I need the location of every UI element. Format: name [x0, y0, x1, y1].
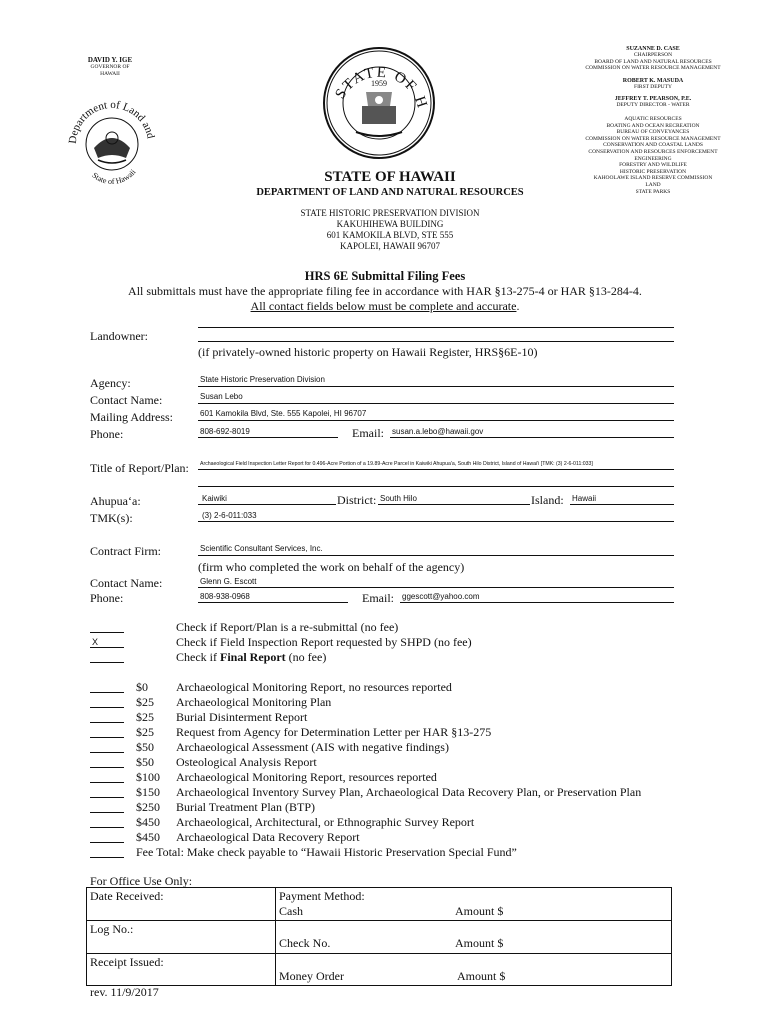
state-seal-icon [320, 44, 438, 162]
division-item: LAND [645, 181, 661, 188]
fee-amount: $450 [136, 815, 160, 829]
dept-seal [62, 92, 162, 192]
phone-underline [198, 437, 338, 438]
deputy2-name: JEFFREY T. PEARSON, P.E. [614, 96, 692, 103]
fee-desc: Burial Treatment Plan (BTP) [176, 800, 315, 814]
fee-total-blank[interactable] [90, 857, 124, 858]
ahupuaa-field[interactable]: Kaiwiki [202, 494, 227, 503]
fee-amount: $50 [136, 740, 154, 754]
check-blank[interactable] [90, 637, 124, 648]
division-item: COMMISSION ON WATER RESOURCE MANAGEMENT [585, 135, 721, 142]
money-order-amount-label: Amount $ [457, 969, 506, 983]
fee-amount: $250 [136, 800, 160, 814]
tmk-label: TMK(s): [90, 511, 133, 525]
agency-label: Agency: [90, 376, 131, 390]
report-title-label: Title of Report/Plan: [90, 461, 189, 475]
fee-blank[interactable] [90, 782, 124, 783]
fee-desc: Archaeological Assessment (AIS with negative findings) [176, 740, 449, 754]
division-item: STATE PARKS [635, 188, 671, 195]
fee-desc: Archaeological Inventory Survey Plan, Archaeological Data Recovery Plan, or Preservation Plan [176, 785, 642, 799]
firm-phone-label: Phone: [90, 591, 124, 605]
fee-blank[interactable] [90, 737, 124, 738]
fee-blank[interactable] [90, 752, 124, 753]
fee-amount: $50 [136, 755, 154, 769]
fee-desc: Archaeological, Architectural, or Ethnographic Survey Report [176, 815, 475, 829]
fee-row[interactable] [90, 800, 710, 815]
fee-amount: $100 [136, 770, 160, 784]
division-item: ENGINEERING [634, 155, 672, 162]
check-text: Check if Field Inspection Report requested by SHPD (no fee) [176, 635, 472, 649]
fee-row[interactable] [90, 680, 710, 695]
email-underline [390, 437, 674, 438]
fee-amount: $25 [136, 725, 154, 739]
payment-method-cell[interactable] [276, 888, 672, 921]
fee-amount: $150 [136, 785, 160, 799]
firm-email-label: Email: [362, 591, 394, 605]
dept-seal-bottom: State of Hawaii [90, 167, 138, 187]
landowner-line-1[interactable] [198, 327, 674, 328]
form-notice: All contact fields below must be complete and accurate [250, 299, 517, 313]
date-received-cell[interactable] [87, 888, 276, 921]
fee-amount: $25 [136, 710, 154, 724]
firm-contact-label: Contact Name: [90, 576, 163, 590]
fee-desc: Archaeological Monitoring Plan [176, 695, 332, 709]
fee-desc: Osteological Analysis Report [176, 755, 317, 769]
fee-desc: Archaeological Monitoring Report, resources reported [176, 770, 437, 784]
fee-blank[interactable] [90, 827, 124, 828]
contact-name-underline [198, 403, 674, 404]
landowner-line-2[interactable] [198, 341, 674, 342]
cash-amount-label: Amount $ [455, 904, 504, 918]
district-label: District: [337, 493, 377, 507]
chair-line-3: COMMISSION ON WATER RESOURCE MANAGEMENT [585, 65, 721, 72]
report-title-field[interactable]: Archaeological Field Inspection Letter Report for 0.496-Acre Portion of a 19.89-Acre Parcel in Kaiwiki Ahupua'a, South Hilo District, Island of Hawai'i [TMK: (3) 2-6-011:033] [200, 461, 593, 467]
agency-field[interactable]: State Historic Preservation Division [200, 375, 325, 384]
fee-desc: Burial Disinterment Report [176, 710, 308, 724]
money-order-cell[interactable] [276, 954, 672, 986]
check-no-cell[interactable] [276, 921, 672, 954]
deputy2-title: DEPUTY DIRECTOR - WATER [616, 102, 690, 109]
island-underline [570, 504, 674, 505]
contact-name-field[interactable]: Susan Lebo [200, 392, 243, 401]
form-subtitle: All submittals must have the appropriate filing fee in accordance with HAR §13-275-4 or HAR §13-284-4. [128, 284, 642, 298]
governor-block [70, 56, 150, 77]
fee-blank[interactable] [90, 707, 124, 708]
division-item: BUREAU OF CONVEYANCES [616, 129, 690, 136]
form-heading [60, 269, 710, 314]
division-item: BOATING AND OCEAN RECREATION [606, 122, 700, 129]
fee-row[interactable] [90, 740, 710, 755]
receipt-issued-cell[interactable] [87, 954, 276, 986]
fee-total-text: Fee Total: Make check payable to “Hawaii Historic Preservation Special Fund” [136, 845, 517, 859]
district-underline [378, 504, 530, 505]
address-line-3: 601 KAMOKILA BLVD, STE 555 [326, 230, 454, 240]
phone-field[interactable]: 808-692-8019 [200, 427, 250, 436]
log-no-label: Log No.: [90, 922, 134, 936]
fee-blank[interactable] [90, 812, 124, 813]
date-received-label: Date Received: [90, 889, 164, 903]
check-mark: X [92, 637, 99, 647]
dept-seal-icon [62, 92, 162, 192]
chair-line-2: BOARD OF LAND AND NATURAL RESOURCES [594, 58, 712, 65]
fee-amount: $450 [136, 830, 160, 844]
contract-firm-note: (firm who completed the work on behalf of the agency) [198, 560, 465, 574]
check-resubmittal[interactable] [90, 620, 710, 635]
landowner-note: (if privately-owned historic property on Hawaii Register, HRS§6E-10) [198, 345, 538, 359]
receipt-issued-label: Receipt Issued: [90, 955, 164, 969]
fee-row[interactable] [90, 725, 710, 740]
fee-row[interactable] [90, 815, 710, 830]
division-item: HISTORIC PRESERVATION [619, 168, 687, 175]
report-title-underline-2 [198, 486, 674, 487]
deputy1-name: ROBERT K. MASUDA [622, 77, 684, 84]
island-label: Island: [531, 493, 564, 507]
check-text: Check if Report/Plan is a re-submittal (no fee) [176, 620, 399, 634]
fee-blank[interactable] [90, 767, 124, 768]
check-final-report[interactable] [90, 650, 710, 665]
check-blank[interactable] [90, 662, 124, 663]
firm-phone-field[interactable]: 808-938-0968 [200, 592, 250, 601]
island-field[interactable]: Hawaii [572, 494, 597, 503]
mailing-address-underline [198, 420, 674, 421]
mailing-address-label: Mailing Address: [90, 410, 173, 424]
contract-firm-label: Contract Firm: [90, 544, 161, 558]
fee-blank[interactable] [90, 842, 124, 843]
office-use-heading: For Office Use Only: [90, 874, 193, 888]
fee-total-row[interactable] [90, 845, 710, 860]
form-title: HRS 6E Submittal Filing Fees [304, 269, 466, 283]
fee-desc: Archaeological Data Recovery Report [176, 830, 360, 844]
tmk-underline [198, 521, 674, 522]
chair-name: SUZANNE D. CASE [626, 46, 680, 52]
division-item: CONSERVATION AND COASTAL LANDS [603, 142, 703, 149]
contact-name-label: Contact Name: [90, 393, 163, 407]
firm-contact-underline [198, 587, 674, 588]
address-line-2: KAKUHIHEWA BUILDING [336, 219, 444, 229]
check-blank[interactable] [90, 632, 124, 633]
deputy1-title: FIRST DEPUTY [634, 83, 672, 90]
office-use-table [86, 887, 672, 986]
money-order-label: Money Order [279, 969, 344, 983]
officials-column [578, 46, 728, 195]
tmk-field[interactable]: (3) 2-6-011:033 [202, 511, 257, 520]
division-item: KAHOOLAWE ISLAND RESERVE COMMISSION [593, 175, 713, 182]
revision-date: rev. 11/9/2017 [90, 985, 159, 999]
district-field[interactable]: South Hilo [380, 494, 417, 503]
fee-desc: Archaeological Monitoring Report, no resources reported [176, 680, 452, 694]
division-item: CONSERVATION AND RESOURCES ENFORCEMENT [588, 148, 718, 155]
firm-email-underline [400, 602, 674, 603]
email-label: Email: [352, 426, 384, 440]
check-text [176, 650, 326, 665]
fee-blank[interactable] [90, 797, 124, 798]
check-text-post: (no fee) [285, 650, 327, 664]
firm-contact-field[interactable]: Glenn G. Escott [200, 577, 257, 586]
fee-row[interactable] [90, 770, 710, 785]
cash-label: Cash [279, 904, 303, 918]
form-notice-period: . [516, 299, 520, 313]
phone-label: Phone: [90, 427, 124, 441]
governor-title-1: GOVERNOR OF [90, 64, 130, 70]
agency-underline [198, 386, 674, 387]
payment-method-label: Payment Method: [279, 889, 365, 903]
fee-desc: Request from Agency for Determination Letter per HAR §13-275 [176, 725, 492, 739]
firm-phone-underline [198, 602, 348, 603]
mailing-address-field[interactable]: 601 Kamokila Blvd, Ste. 555 Kapolei, HI 96707 [200, 409, 367, 418]
header-state: STATE OF HAWAII [324, 169, 456, 185]
governor-title-2: HAWAII [100, 70, 120, 77]
fee-amount: $0 [136, 680, 148, 694]
check-text-pre: Check if [176, 650, 220, 664]
state-seal-text: STATE OF H [332, 64, 431, 112]
division-item: AQUATIC RESOURCES [624, 115, 682, 122]
report-title-underline-1 [198, 469, 674, 470]
fee-row[interactable] [90, 710, 710, 725]
state-seal [320, 44, 438, 162]
fee-amount: $25 [136, 695, 154, 709]
divisions-list [578, 116, 728, 195]
check-field-inspection[interactable] [90, 635, 710, 650]
ahupuaa-label: Ahupua‘a: [90, 494, 141, 508]
ahupuaa-underline [198, 504, 336, 505]
log-no-cell[interactable] [87, 921, 276, 954]
address-line-4: KAPOLEI, HAWAII 96707 [339, 241, 440, 251]
fee-blank[interactable] [90, 692, 124, 693]
check-text-bold: Final Report [220, 650, 286, 664]
header-department: DEPARTMENT OF LAND AND NATURAL RESOURCES [256, 187, 524, 198]
division-item: FORESTRY AND WILDLIFE [619, 162, 687, 169]
header-block [200, 168, 580, 252]
fee-row[interactable] [90, 755, 710, 770]
chair-line-1: CHAIRPERSON [633, 52, 673, 58]
fee-row[interactable] [90, 785, 710, 800]
dept-seal-text: Department of Land and [66, 98, 157, 145]
contract-firm-underline [198, 555, 674, 556]
fee-row[interactable] [90, 830, 710, 845]
address-line-1: STATE HISTORIC PRESERVATION DIVISION [300, 208, 480, 218]
contract-firm-field[interactable]: Scientific Consultant Services, Inc. [200, 544, 323, 553]
governor-name: DAVID Y. IGE [87, 56, 133, 64]
check-amount-label: Amount $ [455, 936, 504, 950]
fee-row[interactable] [90, 695, 710, 710]
fee-blank[interactable] [90, 722, 124, 723]
state-seal-year: 1959 [371, 79, 387, 88]
check-no-label: Check No. [279, 936, 331, 950]
landowner-label: Landowner: [90, 329, 148, 343]
firm-email-field[interactable]: ggescott@yahoo.com [402, 592, 480, 601]
email-field[interactable]: susan.a.lebo@hawaii.gov [392, 427, 484, 436]
